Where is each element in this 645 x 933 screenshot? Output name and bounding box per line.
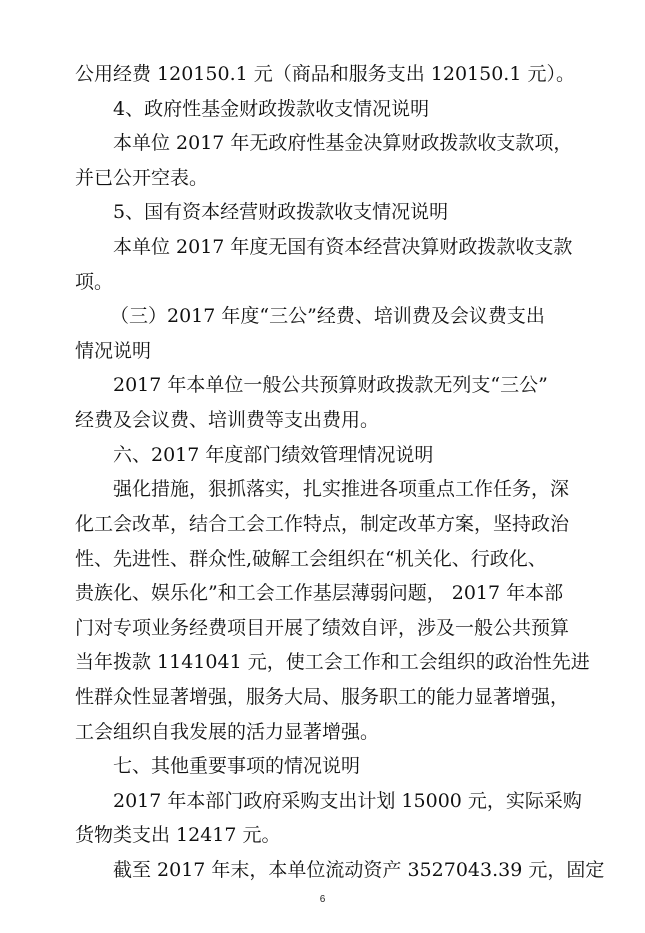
text-line: 项。 (75, 271, 114, 293)
text-line: 本单位 2017 年度无国有资本经营决算财政拨款收支款 (113, 236, 573, 258)
text-line: 强化措施，狠抓落实，扎实推进各项重点工作任务，深 (113, 478, 570, 500)
text-line: 化工会改革，结合工会工作特点，制定改革方案，坚持政治 (75, 513, 570, 535)
text-line: 2017 年本部门政府采购支出计划 15000 元，实际采购 (113, 790, 582, 812)
text-line: 性群众性显著增强，服务大局、服务职工的能力显著增强， (75, 686, 570, 708)
section-heading: 4、政府性基金财政拨款收支情况说明 (113, 98, 430, 120)
text-line: 2017 年本单位一般公共预算财政拨款无列支“三公” (113, 374, 548, 396)
text-line: 性、先进性、群众性,破解工会组织在“机关化、行政化、 (75, 548, 547, 570)
section-heading: 七、其他重要事项的情况说明 (113, 755, 361, 777)
text-line: 并已公开空表。 (75, 167, 209, 189)
text-line: 工会组织自我发展的活力显著增强。 (75, 721, 380, 743)
page-number: 6 (319, 894, 326, 905)
text-line: 经费及会议费、培训费等支出费用。 (75, 409, 380, 431)
text-line: 公用经费 120150.1 元（商品和服务支出 120150.1 元）。 (75, 63, 575, 85)
section-heading: 5、国有资本经营财政拨款收支情况说明 (113, 201, 449, 223)
text-line: 当年拨款 1141041 元，使工会工作和工会组织的政治性先进 (75, 651, 590, 673)
text-line: 门对专项业务经费项目开展了绩效自评，涉及一般公共预算 (75, 617, 570, 639)
text-line: 货物类支出 12417 元。 (75, 824, 281, 846)
text-line: 本单位 2017 年无政府性基金决算财政拨款收支款项， (113, 132, 573, 154)
section-heading: 六、2017 年度部门绩效管理情况说明 (113, 444, 434, 466)
section-heading: （三）2017 年度“三公”经费、培训费及会议费支出 (110, 305, 545, 327)
text-line: 贵族化、娱乐化”和工会工作基层薄弱问题， 2017 年本部 (75, 582, 564, 604)
section-heading: 情况说明 (75, 340, 152, 362)
text-line: 截至 2017 年末，本单位流动资产 3527043.39 元，固定 (113, 859, 605, 881)
